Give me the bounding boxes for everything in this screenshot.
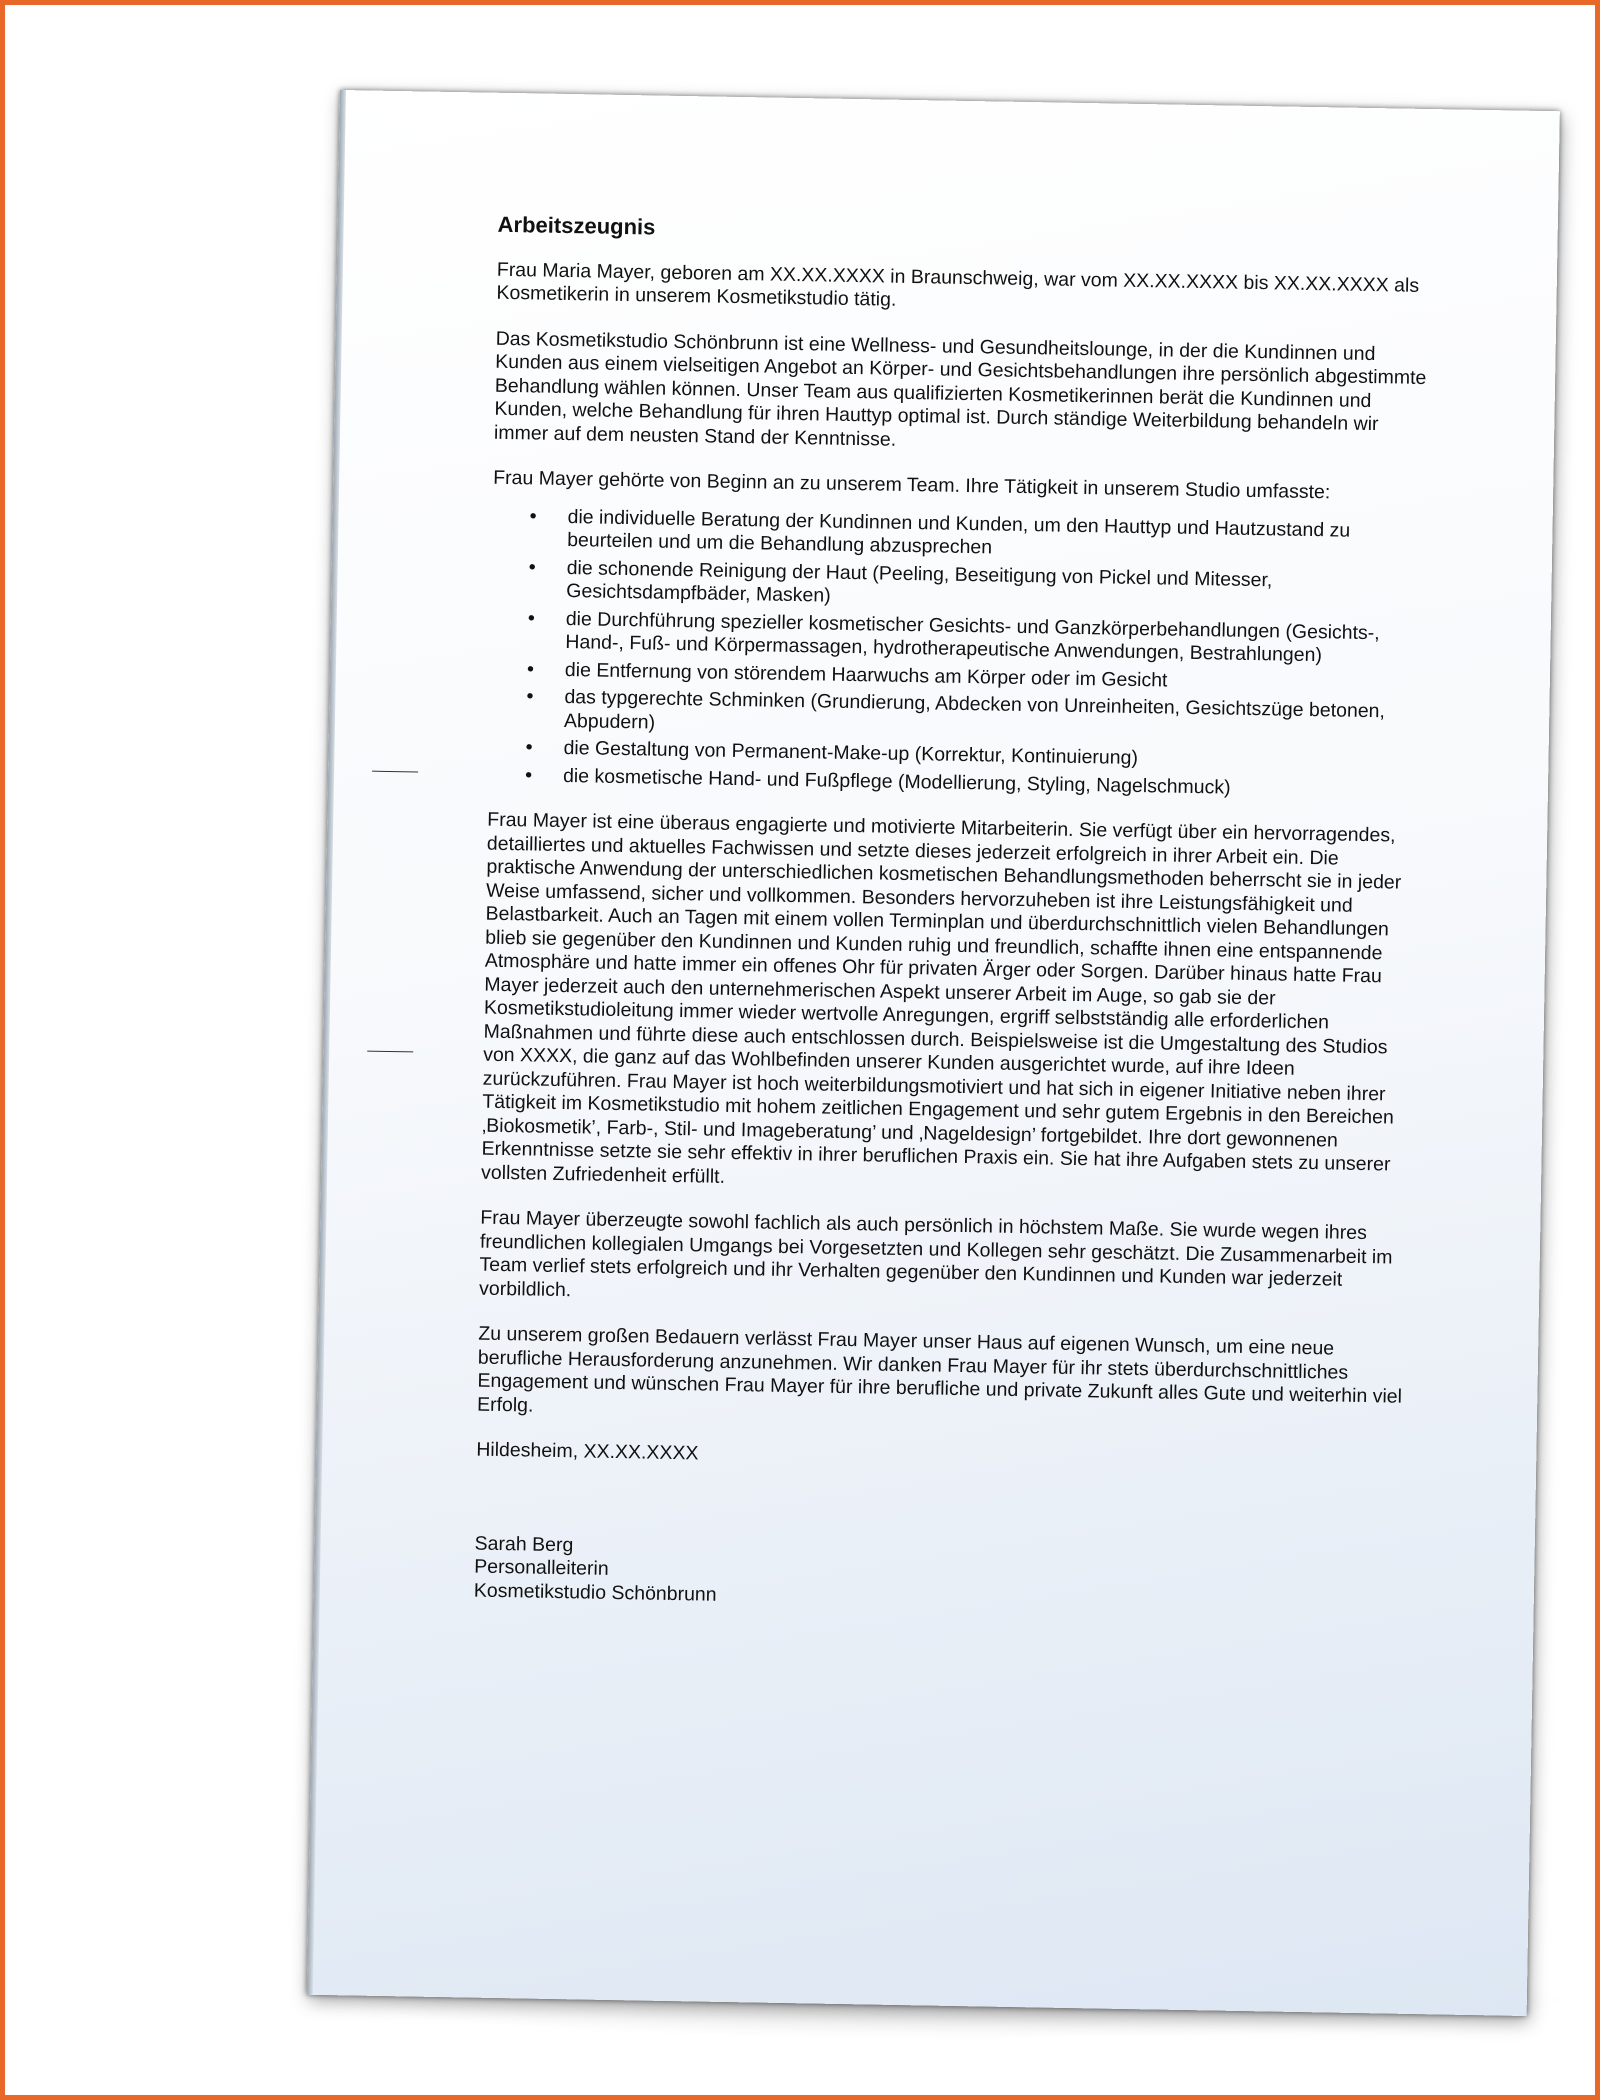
signatory-name: Sarah Berg <box>474 1532 574 1556</box>
tasks-intro: Frau Mayer gehörte von Beginn an zu unserem Team. Ihre Tätigkeit in unserem Studio umfasste: <box>493 466 1331 504</box>
list-item: • die Entfernung von störendem Haarwuchs am Körper oder im Gesicht <box>565 659 1430 698</box>
list-item: • die kosmetische Hand- und Fußpflege (Modellierung, Styling, Nagelschmuck) <box>563 764 1428 803</box>
list-item: • die individuelle Beratung der Kundinnen und Kunden, um den Hauttyp und Hautzustand zu beurteilen und um die Behandlung abzusprechen <box>567 506 1433 568</box>
punch-mark <box>367 1051 413 1053</box>
signature-block <box>474 1532 1415 1619</box>
document-title: Arbeitszeugnis <box>497 211 656 240</box>
list-item: • die schonende Reinigung der Haut (Peeling, Beseitigung von Pickel und Mitesser, Gesichtsdampfbäder, Masken) <box>566 557 1432 619</box>
signatory-company: Kosmetikstudio Schönbrunn <box>473 1579 717 1606</box>
place-date: Hildesheim, XX.XX.XXXX <box>476 1438 699 1465</box>
performance-paragraph: Frau Mayer ist eine überaus engagierte und motivierte Mitarbeiterin. Sie verfügt über ein hervorragendes, detailliertes und aktuelles Fachwissen und setzte dieses jederzeit erfolgreich in ihrer Arbeit ein. Die praktische Anwendung der unterschiedlichen kosmetischen Behandlungsmethoden beherrscht sie in jeder Weise umfassend, sicher und vollkommen. Besonders hervorzuheben ist ihre Leistungsfähigkeit und Belastbarkeit. Auch an Tagen mit einem vollen Terminplan und überdurchschnittlich vielen Behandlungen blieb sie gegenüber den Kundinnen und Kunden ruhig und freundlich, schaffte ihnen eine entspannende Atmosphäre und hatte immer ein offenes Ohr für privaten Ärger oder Sorgen. Darüber hinaus hatte Frau Mayer jederzeit auch den unternehmerischen Aspekt unserer Arbeit im Auge, so gab sie der Kosmetikstudioleitung immer wieder wertvolle Anregungen, ergriff selbstständig alle erforderlichen Maßnahmen und führte diese auch entschlossen durch. Beispielsweise ist die Umgestaltung des Studios von XXXX, die ganz auf das Wohlbefinden unserer Kunden ausgerichtet wurde, auf ihre Ideen zurückzuführen. Frau Mayer ist hoch weiterbildungsmotiviert und hat sich in eigener Initiative neben ihrer Tätigkeit im Kosmetikstudio mit hohem zeitlichen Engagement und sehr gutem Ergebnis in den Bereichen ‚Biokosmetik’, Farb-, Stil- und Imageberatung’ und ‚Nageldesign’ fortgebildet. Ihre dort gewonnenen Erkenntnisse setzte sie sehr effektiv in ihrer beruflichen Praxis ein. Sie hat ihre Aufgaben stets zu unserer vollsten Zufriedenheit erfüllt. <box>480 808 1402 1188</box>
document-page <box>307 90 1560 2016</box>
intro-paragraph: Frau Maria Mayer, geboren am XX.XX.XXXX in Braunschweig, war vom XX.XX.XXXX bis XX.XX.XXXX als Kosmetikerin in unserem Kosmetikstudio tätig. <box>496 258 1420 311</box>
company-paragraph: Das Kosmetikstudio Schönbrunn ist eine Wellness- und Gesundheitslounge, in der die Kundinnen und Kunden aus einem vielseitigen Angebot an Körper- und Gesichtsbehandlungen ihre persönlich abgestimmte Behandlung wählen können. Unser Team aus qualifizierten Kosmetikerinnen berät die Kundinnen und Kunden, welche Behandlung für ihren Hauttyp optimal ist. Durch ständige Weiterbildung behandeln wir immer auf dem neusten Stand der Kenntnisse. <box>493 327 1427 451</box>
conduct-paragraph: Frau Mayer überzeugte sowohl fachlich als auch persönlich in höchstem Maße. Sie wurde wegen ihres freundlichen kollegialen Umgangs bei Vorgesetzten und Kollegen sehr geschätzt. Die Zusammenarbeit im Team verlief stets erfolgreich und ihr Verhalten gegenüber den Kundinnen und Kunden war jederzeit vorbildlich. <box>478 1206 1393 1301</box>
fold-mark <box>372 771 418 773</box>
list-item: • das typgerechte Schminken (Grundierung, Abdecken von Unreinheiten, Gesichtszüge betonen, Abpudern) <box>564 686 1430 748</box>
signatory-role: Personalleiterin <box>474 1555 609 1580</box>
list-item: • die Durchführung spezieller kosmetischer Gesichts- und Ganzkörperbehandlungen (Gesichts-, Hand-, Fuß- und Körpermassagen, hydrotherapeutische Anwendungen, Bestrahlungen) <box>565 608 1431 670</box>
document-body <box>474 213 1438 1619</box>
task-list <box>488 504 1433 803</box>
closing-paragraph: Zu unserem großen Bedauern verlässt Frau Mayer unser Haus auf eigenen Wunsch, um eine neue berufliche Herausforderung anzunehmen. Wir danken Frau Mayer für ihr stets überdurchschnittliches Engagement und wünschen Frau Mayer für ihre berufliche und private Zukunft alles Gute und weiterhin viel Erfolg. <box>476 1322 1403 1417</box>
list-item: • die Gestaltung von Permanent-Make-up (Korrektur, Kontinuierung) <box>563 737 1428 776</box>
